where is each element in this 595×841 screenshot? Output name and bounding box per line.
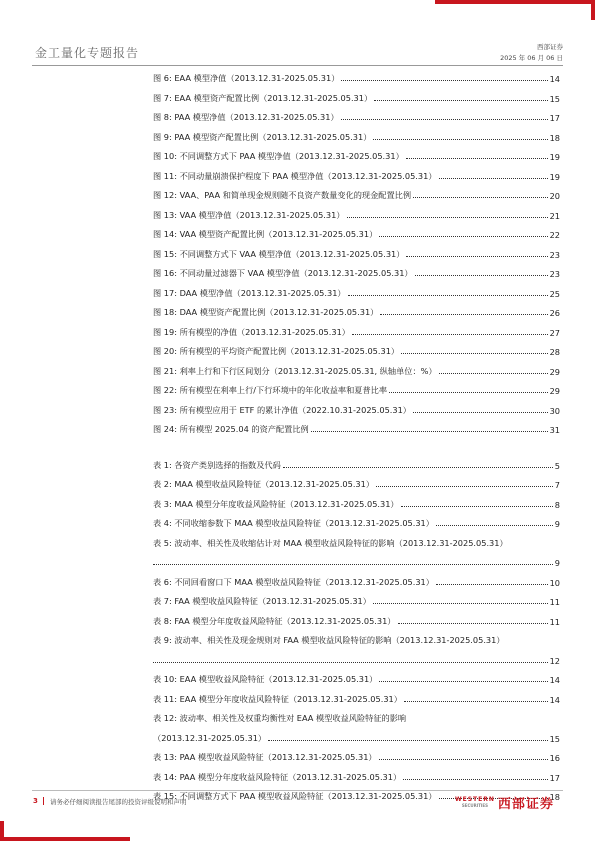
toc-entry-label: 图 22: 所有模型在利率上行/下行环境中的年化收益率和夏普比率 (153, 385, 388, 395)
logo-en-sub: SECURITIES (461, 802, 489, 808)
toc-entry-page: 8 (554, 499, 560, 510)
toc-entry-page: 17 (549, 113, 560, 123)
table-toc-entry[interactable] (153, 537, 560, 549)
toc-entry-page: 28 (549, 347, 560, 357)
table-toc-entry[interactable] (153, 673, 560, 685)
figure-toc-entry[interactable] (153, 287, 560, 299)
toc-leader-dots (406, 158, 548, 159)
table-toc-entry[interactable] (153, 693, 560, 705)
toc-entry-label: 图 19: 所有模型的净值（2013.12.31-2025.05.31） (153, 326, 350, 337)
toc-entry-page: 19 (549, 152, 560, 162)
toc-entry-label: 图 15: 不同调整方式下 VAA 模型净值（2013.12.31-2025.05.31） (153, 248, 405, 259)
table-toc-entry[interactable] (153, 459, 560, 471)
toc-leader-dots (379, 236, 547, 237)
toc-leader-dots (401, 506, 553, 507)
toc-leader-dots (436, 525, 553, 526)
toc-leader-dots (311, 431, 548, 432)
figure-toc-entry[interactable] (153, 150, 560, 162)
toc-entry-label: 图 9: PAA 模型资产配置比例（2013.12.31-2025.05.31） (153, 131, 372, 142)
figure-toc-entry[interactable] (153, 384, 560, 396)
toc-entry-label: 表 4: 不同收缩参数下 MAA 模型收益风险特征（2013.12.31-2025.05.31） (153, 518, 434, 528)
toc-entry-page: 15 (549, 733, 560, 744)
toc-leader-dots (439, 178, 548, 179)
table-toc-entry[interactable] (153, 615, 560, 627)
toc-entry-page: 31 (549, 425, 560, 435)
toc-leader-dots (389, 392, 548, 393)
toc-leader-dots (376, 486, 553, 487)
toc-leader-dots (347, 217, 548, 218)
report-category-title: 金工量化专题报告 (35, 46, 140, 60)
toc-leader-dots (268, 740, 547, 741)
toc-leader-dots (406, 256, 547, 257)
toc-entry-page: 11 (549, 597, 560, 607)
toc-leader-dots (398, 623, 548, 624)
toc-entry-label: 图 12: VAA、PAA 和简单现金规则随不良资产数量变化的现金配置比例 (153, 190, 412, 200)
toc-entry-label: 表 12: 波动率、相关性及权重均衡性对 EAA 模型收益风险特征的影响 (153, 713, 407, 723)
toc-entry-label: 表 2: MAA 模型收益风险特征（2013.12.31-2025.05.31） (153, 479, 375, 489)
top-right-accent-stub (591, 0, 595, 20)
table-toc-entry-continuation[interactable] (153, 654, 560, 666)
table-toc-entry[interactable] (153, 751, 560, 763)
toc-leader-dots (439, 373, 548, 374)
figure-toc-entry[interactable] (153, 131, 560, 143)
toc-entry-label: 表 10: EAA 模型收益风险特征（2013.12.31-2025.05.31） (153, 674, 378, 684)
footer-disclaimer: 请务必仔细阅读报告尾部的投资评级说明和声明 (50, 798, 187, 806)
logo-cn: 西部证券 (497, 797, 554, 812)
logo-mark (455, 797, 495, 809)
figure-toc-entry[interactable] (153, 248, 560, 260)
table-toc-entry[interactable] (153, 517, 560, 529)
figure-toc-entry[interactable] (153, 326, 560, 338)
toc-entry-label: 图 8: PAA 模型净值（2013.12.31-2025.05.31） (153, 112, 339, 122)
figure-toc-entry[interactable] (153, 306, 560, 318)
toc-entry-label: 表 3: MAA 模型分年度收益风险特征（2013.12.31-2025.05.31） (153, 498, 399, 509)
figure-toc-entry[interactable] (153, 228, 560, 240)
toc-entry-label: 图 11: 不同动量崩溃保护程度下 PAA 模型净值（2013.12.31-2025.05.31） (153, 170, 437, 181)
figure-toc-entry[interactable] (153, 111, 560, 123)
toc-leader-dots (436, 584, 548, 585)
top-right-accent-bar (435, 0, 595, 4)
toc-leader-dots (401, 353, 547, 354)
figure-toc-entry[interactable] (153, 72, 560, 84)
toc-leader-dots (379, 759, 548, 760)
table-toc-entry[interactable] (153, 576, 560, 588)
toc-entry-label: 表 5: 波动率、相关性及收缩估计对 MAA 模型收益风险特征的影响（2013.12.31-2025.05.31） (153, 537, 508, 548)
toc-leader-dots (283, 467, 553, 468)
toc-entry-page: 12 (549, 655, 560, 666)
toc-entry-label: 表 7: FAA 模型收益风险特征（2013.12.31-2025.05.31） (153, 596, 371, 606)
table-toc-entry[interactable] (153, 498, 560, 510)
table-toc-entry[interactable] (153, 478, 560, 490)
toc-leader-dots (153, 564, 553, 565)
toc-leader-dots (352, 334, 548, 335)
table-toc-entry[interactable] (153, 712, 560, 724)
toc-entry-page: 23 (549, 249, 560, 260)
table-toc-entry-continuation[interactable] (153, 732, 560, 744)
toc-entry-page: 29 (549, 366, 560, 377)
western-securities-logo (455, 793, 554, 812)
toc-entry-page: 14 (549, 675, 560, 685)
toc-entry-label: 图 17: DAA 模型净值（2013.12.31-2025.05.31） (153, 287, 346, 298)
figure-toc-entry[interactable] (153, 267, 560, 279)
header-company: 西部证券 (537, 43, 563, 51)
toc-entry-label: 表 11: EAA 模型分年度收益风险特征（2013.12.31-2025.05.31） (153, 693, 402, 704)
figure-toc-entry[interactable] (153, 345, 560, 357)
toc-entry-page: 9 (554, 558, 560, 568)
toc-leader-dots (413, 197, 548, 198)
table-toc-entry[interactable] (153, 595, 560, 607)
toc-entry-page: 16 (549, 753, 560, 763)
toc-entry-label: 图 23: 所有模型应用于 ETF 的累计净值（2022.10.31-2025.05.31） (153, 404, 411, 415)
bottom-left-accent-stub (0, 821, 4, 841)
toc-entry-page: 9 (554, 519, 560, 529)
toc-entry-label: 图 16: 不同动量过滤器下 VAA 模型净值（2013.12.31-2025.05.31） (153, 268, 413, 278)
toc-entry-page: 5 (554, 460, 560, 471)
toc-entry-label: 图 20: 所有模型的平均资产配置比例（2013.12.31-2025.05.31） (153, 346, 400, 356)
toc-entry-page: 22 (549, 230, 560, 240)
toc-entry-page: 10 (549, 577, 560, 588)
bottom-left-accent-bar (0, 837, 130, 841)
toc-leader-dots (404, 701, 548, 702)
toc-entry-label: 图 10: 不同调整方式下 PAA 模型净值（2013.12.31-2025.05.31） (153, 151, 404, 161)
table-toc-entry[interactable] (153, 771, 560, 783)
toc-leader-dots (348, 295, 548, 296)
toc-entry-label: 表 6: 不同回看窗口下 MAA 模型收益风险特征（2013.12.31-2025.05.31） (153, 576, 434, 587)
toc-leader-dots (413, 412, 548, 413)
footer-separator (43, 797, 44, 805)
toc-entry-page: 23 (549, 269, 560, 279)
toc-leader-dots (373, 139, 547, 140)
toc-entry-page: 29 (549, 386, 560, 396)
toc-entry-page: 17 (549, 772, 560, 783)
toc-entry-page: 18 (549, 792, 560, 802)
toc-entry-label: 图 21: 利率上行和下行区间划分（2013.12.31-2025.05.31, 纵轴单位：%） (153, 365, 437, 376)
toc-entry-page: 14 (549, 694, 560, 705)
toc-leader-dots (379, 681, 547, 682)
toc-leader-dots (153, 662, 548, 663)
header-meta (500, 42, 563, 64)
logo-en: WESTERN (455, 795, 495, 803)
toc-leader-dots (380, 314, 547, 315)
figure-toc-entry[interactable] (153, 170, 560, 182)
toc-entry-label: 图 13: VAA 模型净值（2013.12.31-2025.05.31） (153, 209, 345, 220)
footer-page-number: 3 (33, 797, 38, 805)
toc-entry-page: 7 (554, 480, 560, 490)
toc-leader-dots (341, 119, 548, 120)
figure-toc-entry[interactable] (153, 423, 560, 435)
toc-entry-label: 表 9: 波动率、相关性及现金规则对 FAA 模型收益风险特征的影响（2013.12.31-2025.05.31） (153, 635, 505, 645)
toc-entry-page: 26 (549, 308, 560, 318)
footer-divider (32, 790, 563, 791)
header-date: 2025 年 06 月 06 日 (500, 54, 563, 62)
toc-entry-page: 21 (549, 210, 560, 221)
toc-entry-label: 图 7: EAA 模型资产配置比例（2013.12.31-2025.05.31） (153, 92, 373, 103)
figure-toc-entry[interactable] (153, 209, 560, 221)
toc-entry-label: 表 1: 各资产类别选择的指数及代码 (153, 459, 281, 470)
toc-entry-page: 15 (549, 93, 560, 104)
toc-entry-label: 表 14: PAA 模型分年度收益风险特征（2013.12.31-2025.05.31） (153, 771, 402, 782)
table-toc-entry[interactable] (153, 634, 560, 646)
toc-entry-page: 20 (549, 191, 560, 201)
toc-leader-dots (373, 603, 548, 604)
toc-entry-label: 表 15: 不同调整方式下 PAA 模型收益风险特征（2013.12.31-2025.05.31） (153, 791, 437, 801)
figure-toc-entry[interactable] (153, 365, 560, 377)
toc-entry-page: 11 (549, 616, 560, 627)
toc-entry-label: 图 14: VAA 模型资产配置比例（2013.12.31-2025.05.31） (153, 229, 378, 239)
toc-entry-label: 图 6: EAA 模型净值（2013.12.31-2025.05.31） (153, 73, 340, 83)
toc-entry-label: 图 18: DAA 模型资产配置比例（2013.12.31-2025.05.31） (153, 307, 379, 317)
toc-entry-label: 表 8: FAA 模型分年度收益风险特征（2013.12.31-2025.05.31） (153, 615, 396, 626)
toc-entry-page: 27 (549, 327, 560, 338)
toc-entry-page: 25 (549, 288, 560, 299)
header-divider (32, 65, 563, 66)
toc-entry-label-continued: （2013.12.31-2025.05.31） (153, 732, 267, 743)
toc-entry-label: 表 13: PAA 模型收益风险特征（2013.12.31-2025.05.31） (153, 752, 377, 762)
toc-entry-page: 30 (549, 405, 560, 416)
toc-entry-page: 19 (549, 171, 560, 182)
figure-toc-entry[interactable] (153, 404, 560, 416)
toc-leader-dots (415, 275, 548, 276)
toc-entry-page: 18 (549, 132, 560, 143)
toc-leader-dots (341, 80, 547, 81)
toc-leader-dots (403, 779, 547, 780)
toc-leader-dots (374, 100, 547, 101)
figure-toc-entry[interactable] (153, 92, 560, 104)
figure-toc-entry[interactable] (153, 189, 560, 201)
toc-entry-label: 图 24: 所有模型 2025.04 的资产配置比例 (153, 424, 309, 434)
toc-entry-page: 14 (549, 74, 560, 84)
table-toc-entry-continuation[interactable] (153, 556, 560, 568)
